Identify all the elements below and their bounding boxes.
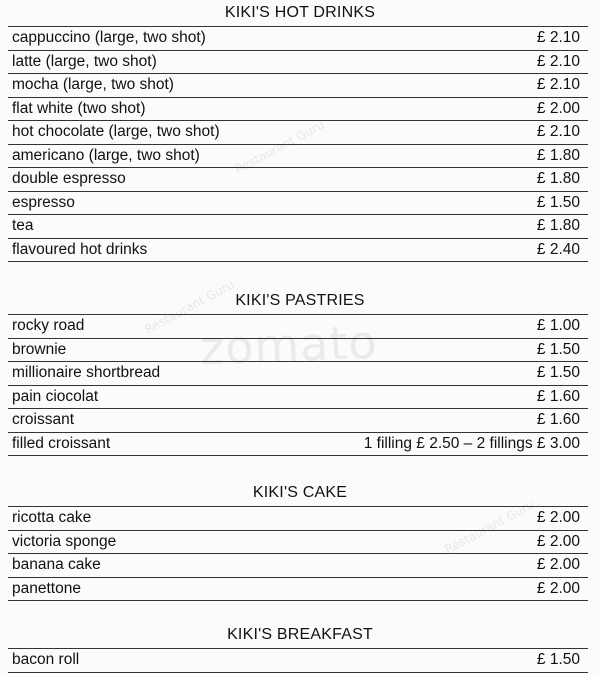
section-title-breakfast: KIKI'S BREAKFAST <box>227 626 373 643</box>
item-price: £ 1.80 <box>536 217 580 235</box>
item-price: £ 2.10 <box>536 52 580 70</box>
menu-row <box>8 432 588 456</box>
item-price: £ 2.00 <box>536 579 580 597</box>
item-name: brownie <box>12 340 67 358</box>
item-name: flat white (two shot) <box>12 99 146 117</box>
item-price: £ 2.10 <box>536 29 580 47</box>
item-price: £ 1.50 <box>536 193 580 211</box>
item-name: panettone <box>12 579 81 597</box>
item-price: £ 2.00 <box>536 532 580 550</box>
menu-row <box>8 168 588 192</box>
item-price: £ 1.80 <box>536 146 580 164</box>
item-name: croissant <box>12 411 75 429</box>
item-name: banana cake <box>12 556 101 574</box>
item-name: pain ciocolat <box>12 387 99 405</box>
item-price: £ 1.60 <box>536 411 580 429</box>
menu-row <box>8 338 588 362</box>
item-name: cappuccino (large, two shot) <box>12 29 206 47</box>
menu-row <box>8 409 588 433</box>
menu-row <box>8 238 588 262</box>
item-price: £ 1.80 <box>536 170 580 188</box>
menu-row <box>8 97 588 121</box>
item-name: rocky road <box>12 317 85 335</box>
item-name: millionaire shortbread <box>12 364 161 382</box>
item-name: espresso <box>12 193 75 211</box>
item-price: £ 2.00 <box>536 99 580 117</box>
item-name: mocha (large, two shot) <box>12 76 174 94</box>
hot-drinks-table <box>8 26 588 262</box>
menu-row <box>8 554 588 578</box>
restaurant-guru-watermark: Restaurant Guru <box>142 277 237 337</box>
item-price: £ 2.10 <box>536 123 580 141</box>
item-price: £ 2.40 <box>536 240 580 258</box>
item-price: £ 2.10 <box>536 76 580 94</box>
item-price: £ 1.00 <box>536 317 580 335</box>
item-price: 1 filling £ 2.50 – 2 fillings £ 3.00 <box>363 434 580 452</box>
item-name: flavoured hot drinks <box>12 240 148 258</box>
menu-row <box>8 315 588 339</box>
item-price: £ 2.00 <box>536 509 580 527</box>
item-name: victoria sponge <box>12 532 117 550</box>
item-price: £ 1.50 <box>536 364 580 382</box>
menu-row <box>8 191 588 215</box>
section-title-pastries: KIKI'S PASTRIES <box>235 292 365 309</box>
menu-row <box>8 74 588 98</box>
menu-row <box>8 577 588 601</box>
item-price: £ 2.00 <box>536 556 580 574</box>
item-price: £ 1.50 <box>536 651 580 669</box>
item-price: £ 1.60 <box>536 387 580 405</box>
pastries-table <box>8 314 588 456</box>
menu-row <box>8 507 588 531</box>
menu-row <box>8 121 588 145</box>
menu-row <box>8 27 588 51</box>
cake-table <box>8 506 588 601</box>
item-price: £ 1.50 <box>536 340 580 358</box>
item-name: tea <box>12 217 34 235</box>
item-name: double espresso <box>12 170 126 188</box>
menu-row <box>8 385 588 409</box>
restaurant-guru-watermark: Restaurant Guru <box>232 117 327 177</box>
restaurant-guru-watermark: Restaurant Guru <box>442 497 537 557</box>
menu-row <box>8 649 588 673</box>
item-name: ricotta cake <box>12 509 92 527</box>
menu-row <box>8 144 588 168</box>
section-title-cake: KIKI'S CAKE <box>252 484 348 501</box>
menu-row <box>8 362 588 386</box>
item-name: bacon roll <box>12 651 80 669</box>
menu-row <box>8 530 588 554</box>
section-title-hot-drinks: KIKI'S HOT DRINKS <box>224 4 376 21</box>
item-name: americano (large, two shot) <box>12 146 200 164</box>
item-name: filled croissant <box>12 434 111 452</box>
menu-row <box>8 215 588 239</box>
breakfast-table <box>8 648 588 673</box>
zomato-watermark: zomato <box>199 314 379 376</box>
menu-row <box>8 50 588 74</box>
item-name: hot chocolate (large, two shot) <box>12 123 220 141</box>
item-name: latte (large, two shot) <box>12 52 157 70</box>
